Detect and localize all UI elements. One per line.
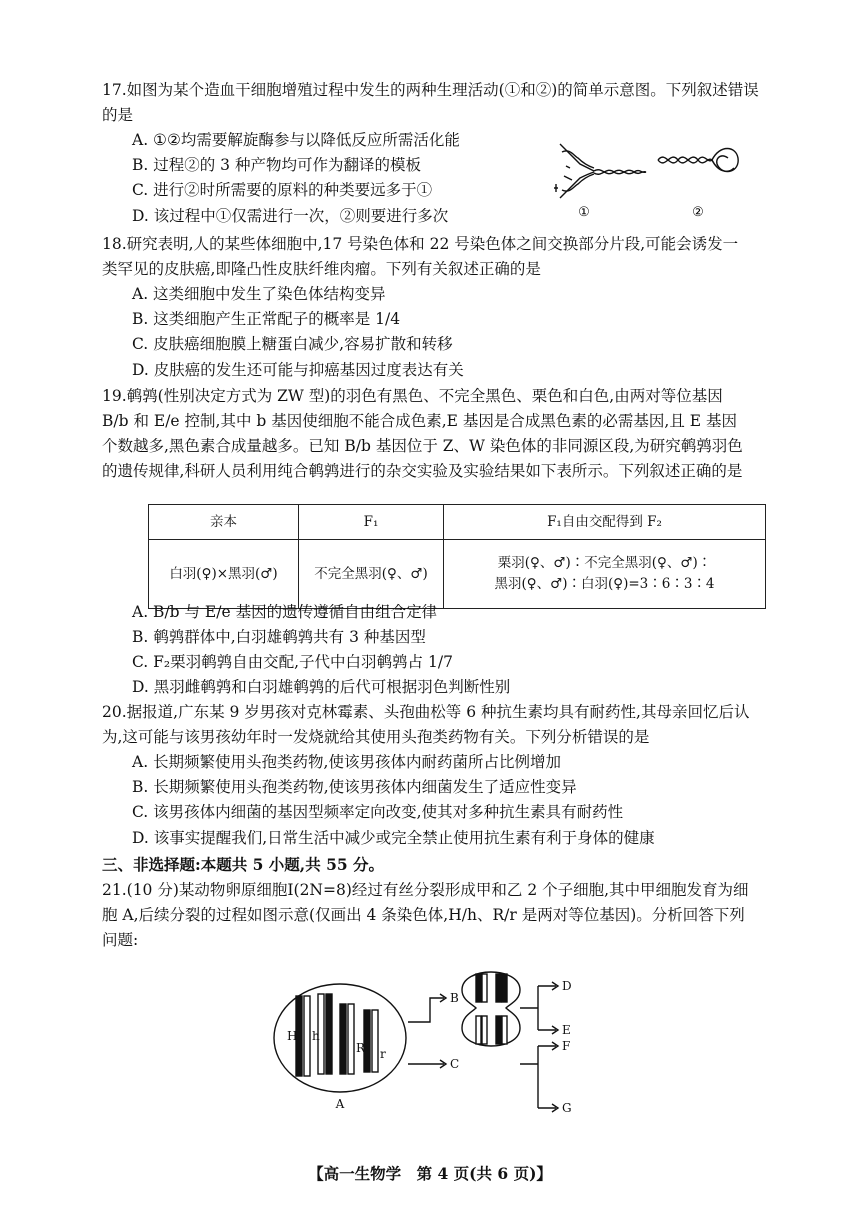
cell-division-figure: [270, 960, 610, 1120]
option-b: B. 过程②的 3 种产物均可作为翻译的模板: [132, 156, 421, 175]
arrows-b-de: [520, 986, 556, 1030]
page-footer: 【高一生物学 第 4 页(共 6 页)】: [308, 1164, 552, 1183]
option-c: C. 该男孩体内细菌的基因型频率定向改变,使其对多种抗生素具有耐药性: [132, 803, 624, 822]
option-b: B. 这类细胞产生正常配子的概率是 1/4: [132, 310, 401, 329]
cell-f2-line1: 栗羽(♀、♂)∶不完全黑羽(♀、♂)∶: [497, 555, 712, 572]
question-stem: 19.鹌鹑(性别决定方式为 ZW 型)的羽色有黑色、不完全黑色、栗色和白色,由两对等位基因 B/b 和 E/e 控制,其中 b 基因使细胞不能合成色素,E 基因是合成黑色素的必需基因,且 E 基因个数越多,黑色素合成量越多。已知 B/b 基因位于 Z、W 染色体的非同源区段,为研究鹌鹑羽色的遗传规律,科研人员利用纯合鹌鹑进行的杂交实验及实验结果如下表所示。下列叙述正确的是: [102, 387, 743, 481]
option-d: D. 黑羽雌鹌鹑和白羽雄鹌鹑的后代可根据羽色判断性别: [132, 678, 511, 697]
option-c: C. F₂栗羽鹌鹑自由交配,子代中白羽鹌鹑占 1/7: [132, 653, 453, 672]
arrows-c-fg: [520, 1046, 556, 1108]
question-20: [102, 700, 752, 851]
cell-b-chromosomes: [476, 974, 507, 1044]
option-a: A. 这类细胞中发生了染色体结构变异: [132, 285, 386, 304]
replication-fork-diagram: [554, 144, 646, 198]
gene-label-h-upper: H: [287, 1029, 298, 1043]
label-d: D: [562, 979, 572, 993]
question-stem: 21.(10 分)某动物卵原细胞Ⅰ(2N=8)经过有丝分裂形成甲和乙 2 个子细胞,其中甲细胞发育为细胞 A,后续分裂的过程如图示意(仅画出 4 条染色体,H/h、R/r 是两对等位基因)。分析回答下列问题:: [102, 881, 749, 950]
question-21: [102, 878, 752, 953]
option-b: B. 鹌鹑群体中,白羽雄鹌鹑共有 3 种基因型: [132, 628, 426, 647]
option-a: A. 长期频繁使用头孢类药物,使该男孩体内耐药菌所占比例增加: [132, 753, 561, 772]
gene-label-h-lower: h: [312, 1029, 320, 1043]
question-19: [102, 384, 752, 484]
cell-b-outline: [462, 972, 520, 1046]
label-process-2: ②: [692, 205, 704, 220]
option-a: A. ①②均需要解旋酶参与以降低反应所需活化能: [132, 131, 460, 150]
label-b: B: [450, 991, 459, 1005]
label-a: A: [335, 1097, 345, 1111]
cell-f2: [444, 540, 766, 609]
option-b: B. 长期频繁使用头孢类药物,使该男孩体内细菌发生了适应性变异: [132, 778, 577, 797]
gene-label-r-upper: R: [356, 1041, 366, 1055]
replication-transcription-figure: [548, 136, 748, 224]
question-stem: 17.如图为某个造血干细胞增殖过程中发生的两种生理活动(①和②)的简单示意图。下列叙述错误的是: [102, 81, 759, 125]
transcription-diagram: [658, 149, 738, 172]
option-d: D. 该事实提醒我们,日常生活中减少或完全禁止使用抗生素有利于身体的健康: [132, 828, 655, 847]
question-stem: 18.研究表明,人的某些体细胞中,17 号染色体和 22 号染色体之间交换部分片段,可能会诱发一类罕见的皮肤癌,即隆凸性皮肤纤维肉瘤。下列有关叙述正确的是: [102, 235, 739, 279]
header-f2: F₁自由交配得到 F₂: [444, 505, 766, 540]
table-header-row: [149, 505, 766, 540]
label-g: G: [562, 1101, 572, 1115]
question-19-options: [102, 600, 752, 700]
header-f1: F₁: [299, 505, 444, 540]
question-stem: 20.据报道,广东某 9 岁男孩对克林霉素、头孢曲松等 6 种抗生素均具有耐药性,其母亲回忆后认为,这可能与该男孩幼年时一发烧就给其使用头孢类药物有关。下列分析错误的是: [102, 703, 750, 747]
label-e: E: [562, 1023, 571, 1037]
cell-a-chromosomes: [296, 994, 378, 1076]
label-process-1: ①: [578, 205, 590, 220]
gene-label-r-lower: r: [380, 1047, 386, 1061]
option-d: D. 该过程中①仅需进行一次，②则要进行多次: [132, 206, 449, 225]
label-c: C: [450, 1057, 460, 1071]
hybridization-table: [148, 504, 766, 609]
cell-parents: 白羽(♀)×黑羽(♂): [149, 540, 299, 609]
section-heading: 三、非选择题:本题共 5 小题,共 55 分。: [102, 855, 385, 874]
cell-f1: 不完全黑羽(♀、♂): [299, 540, 444, 609]
table-row: [149, 540, 766, 609]
arrow-a-b: [408, 998, 444, 1022]
header-parents: 亲本: [149, 505, 299, 540]
label-f: F: [562, 1039, 571, 1053]
question-18: [102, 232, 747, 383]
option-c: C. 进行②时所需要的原料的种类要远多于①: [132, 181, 433, 200]
cell-f2-line2: 黑羽(♀、♂)∶白羽(♀)=3∶6∶3∶4: [494, 576, 715, 592]
option-d: D. 皮肤癌的发生还可能与抑癌基因过度表达有关: [132, 360, 464, 379]
option-c: C. 皮肤癌细胞膜上糖蛋白减少,容易扩散和转移: [132, 335, 453, 354]
option-a: A. B/b 与 E/e 基因的遗传遵循自由组合定律: [132, 603, 438, 621]
